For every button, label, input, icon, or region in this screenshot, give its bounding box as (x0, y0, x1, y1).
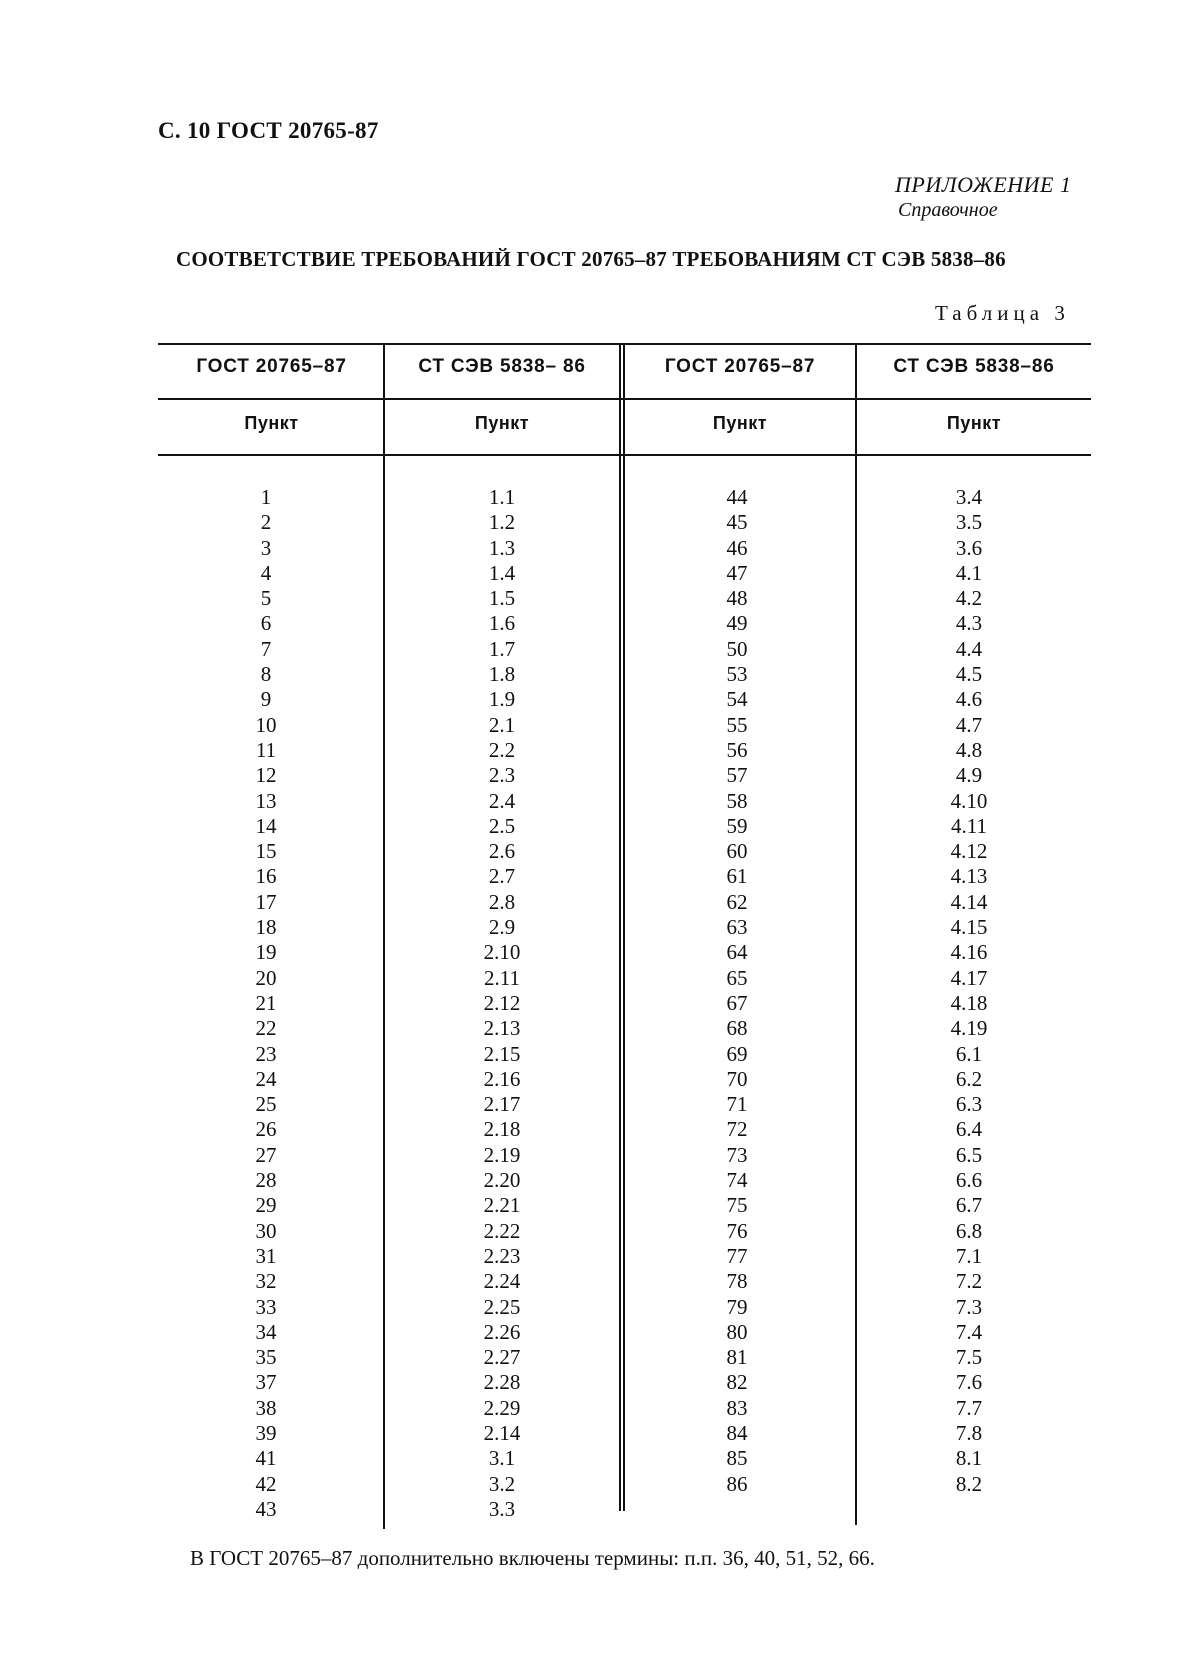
table-cell: 2.9 (488, 915, 516, 940)
table-cell: 80 (726, 1319, 748, 1344)
table-cell: 1.4 (488, 560, 516, 585)
table-cell: 2.21 (483, 1193, 521, 1218)
table-cell: 4.9 (955, 763, 983, 788)
table-cell: 7.3 (955, 1294, 983, 1319)
table-cell: 3 (260, 535, 272, 560)
table-cell: 6.6 (955, 1168, 983, 1193)
table-cell: 76 (726, 1218, 748, 1243)
footnote: В ГОСТ 20765–87 дополнительно включены термины: п.п. 36, 40, 51, 52, 66. (190, 1546, 875, 1570)
table-cell: 2.15 (483, 1041, 521, 1066)
column-divider-2a (619, 343, 621, 1511)
table-cell: 30 (255, 1218, 277, 1243)
table-cell: 4.5 (955, 662, 983, 687)
table-cell: 1 (260, 485, 272, 509)
table-cell: 2.19 (483, 1142, 521, 1167)
table-cell: 4.4 (955, 636, 983, 661)
table-cell: 49 (726, 611, 748, 636)
table-cell: 82 (726, 1370, 748, 1395)
table-cell: 86 (726, 1471, 748, 1496)
table-cell: 7.1 (955, 1243, 983, 1268)
table-cell: 4.3 (955, 611, 983, 636)
table-cell: 4.10 (950, 788, 988, 813)
table-cell: 2.8 (488, 889, 516, 914)
table-cell: 41 (255, 1446, 277, 1471)
table-cell: 56 (726, 737, 748, 762)
table-cell: 7.8 (955, 1420, 983, 1445)
table-cell: 10 (255, 712, 277, 737)
table-cell: 2.11 (484, 965, 520, 990)
table-cell: 6.2 (955, 1066, 983, 1091)
table-cell: 25 (255, 1092, 277, 1117)
table-cell: 7.2 (955, 1269, 983, 1294)
table-cell: 4.14 (950, 889, 988, 914)
table-cell: 4 (260, 560, 272, 585)
table-cell: 69 (726, 1041, 748, 1066)
table-cell: 46 (726, 535, 748, 560)
table-cell: 8 (260, 662, 272, 687)
table-cell: 84 (726, 1420, 748, 1445)
column-divider-1 (383, 343, 385, 1529)
table-cell: 61 (726, 864, 748, 889)
column-gost-2-values (697, 485, 777, 1497)
table-cell: 2.4 (488, 788, 516, 813)
table-cell: 19 (255, 940, 277, 965)
table-cell: 71 (726, 1092, 748, 1117)
table-cell: 39 (255, 1420, 277, 1445)
table-cell: 14 (255, 813, 277, 838)
table-cell: 2.26 (483, 1319, 521, 1344)
table-cell: 27 (255, 1142, 277, 1167)
table-cell: 2.3 (488, 763, 516, 788)
table-cell: 31 (255, 1243, 277, 1268)
column-st-sev-2-values (929, 485, 1009, 1497)
table-cell: 12 (255, 763, 277, 788)
table-cell: 47 (726, 560, 748, 585)
table-cell: 44 (726, 485, 748, 509)
table-cell: 38 (255, 1395, 277, 1420)
table-cell: 78 (726, 1269, 748, 1294)
table-cell: 54 (726, 687, 748, 712)
table-cell: 2.17 (483, 1092, 521, 1117)
table-cell: 60 (726, 839, 748, 864)
table-cell: 50 (726, 636, 748, 661)
table-cell: 85 (726, 1446, 748, 1471)
table-cell: 6 (260, 611, 272, 636)
table-cell: 3.3 (488, 1496, 516, 1521)
table-cell: 75 (726, 1193, 748, 1218)
column-gost-1-values (226, 485, 306, 1522)
table-cell: 5 (260, 586, 272, 611)
table-cell: 4.18 (950, 990, 988, 1015)
table-cell: 64 (726, 940, 748, 965)
table-cell: 65 (726, 965, 748, 990)
table-cell: 21 (255, 990, 277, 1015)
column-subheader-3: Пункт (712, 413, 768, 433)
table-cell: 2.23 (483, 1243, 521, 1268)
table-cell: 43 (255, 1496, 277, 1521)
table-cell: 2.10 (483, 940, 521, 965)
table-cell: 7 (260, 636, 272, 661)
column-divider-3 (855, 343, 857, 1525)
table-cell: 6.1 (955, 1041, 983, 1066)
table-cell: 2.5 (488, 813, 516, 838)
table-cell: 1.8 (488, 662, 516, 687)
table-cell: 18 (255, 915, 277, 940)
table-cell: 1.1 (488, 485, 516, 509)
table-cell: 16 (255, 864, 277, 889)
table-cell: 13 (255, 788, 277, 813)
table-cell: 3.4 (955, 485, 983, 509)
table-cell: 2.29 (483, 1395, 521, 1420)
table-cell: 33 (255, 1294, 277, 1319)
column-subheader-2: Пункт (474, 413, 530, 433)
column-header-gost-2: ГОСТ 20765–87 (664, 356, 816, 377)
table-cell: 2.28 (483, 1370, 521, 1395)
table-cell: 6.7 (955, 1193, 983, 1218)
table-cell: 22 (255, 1016, 277, 1041)
table-cell: 72 (726, 1117, 748, 1142)
table-cell: 2.20 (483, 1168, 521, 1193)
table-label: Таблица 3 (935, 301, 1070, 325)
table-cell: 2.2 (488, 737, 516, 762)
table-cell: 23 (255, 1041, 277, 1066)
column-divider-2b (623, 343, 625, 1511)
column-subheader-4: Пункт (946, 413, 1002, 433)
table-cell: 1.2 (488, 510, 516, 535)
table-cell: 63 (726, 915, 748, 940)
table-cell: 20 (255, 965, 277, 990)
column-header-st-sev-1: СТ СЭВ 5838– 86 (418, 356, 586, 377)
table-cell: 9 (260, 687, 272, 712)
table-cell: 2 (260, 510, 272, 535)
table-cell: 15 (255, 839, 277, 864)
table-cell: 73 (726, 1142, 748, 1167)
table-cell: 2.6 (488, 839, 516, 864)
table-cell: 2.27 (483, 1345, 521, 1370)
table-cell: 4.13 (950, 864, 988, 889)
table-cell: 11 (255, 737, 277, 762)
table-cell: 2.1 (488, 712, 516, 737)
table-cell: 2.7 (488, 864, 516, 889)
table-cell: 2.22 (483, 1218, 521, 1243)
table-cell: 6.4 (955, 1117, 983, 1142)
appendix-label: ПРИЛОЖЕНИЕ 1 (895, 172, 1072, 197)
table-cell: 2.13 (483, 1016, 521, 1041)
table-cell: 57 (726, 763, 748, 788)
column-subheader-1: Пункт (244, 413, 299, 433)
table-cell: 45 (726, 510, 748, 535)
table-cell: 7.4 (955, 1319, 983, 1344)
table-cell: 2.14 (483, 1420, 521, 1445)
document-title: СООТВЕТСТВИЕ ТРЕБОВАНИЙ ГОСТ 20765–87 ТРЕБОВАНИЯМ СТ СЭВ 5838–86 (176, 247, 1006, 271)
table-cell: 1.6 (488, 611, 516, 636)
table-cell: 37 (255, 1370, 277, 1395)
appendix-type: Справочное (898, 199, 998, 221)
table-cell: 7.7 (955, 1395, 983, 1420)
table-cell: 48 (726, 586, 748, 611)
table-cell: 70 (726, 1066, 748, 1091)
table-cell: 74 (726, 1168, 748, 1193)
table-cell: 4.8 (955, 737, 983, 762)
table-cell: 6.8 (955, 1218, 983, 1243)
table-cell: 7.5 (955, 1345, 983, 1370)
table-cell: 1.5 (488, 586, 516, 611)
table-cell: 55 (726, 712, 748, 737)
table-cell: 7.6 (955, 1370, 983, 1395)
table-cell: 29 (255, 1193, 277, 1218)
column-header-gost-1: ГОСТ 20765–87 (196, 356, 347, 377)
table-cell: 6.3 (955, 1092, 983, 1117)
table-cell: 3.2 (488, 1471, 516, 1496)
table-cell: 3.1 (488, 1446, 516, 1471)
table-cell: 4.7 (955, 712, 983, 737)
table-cell: 2.24 (483, 1269, 521, 1294)
table-cell: 4.17 (950, 965, 988, 990)
table-cell: 1.3 (488, 535, 516, 560)
table-cell: 8.2 (955, 1471, 983, 1496)
table-cell: 42 (255, 1471, 277, 1496)
table-cell: 62 (726, 889, 748, 914)
table-cell: 1.7 (488, 636, 516, 661)
table-cell: 68 (726, 1016, 748, 1041)
table-cell: 83 (726, 1395, 748, 1420)
column-header-st-sev-2: СТ СЭВ 5838–86 (893, 356, 1055, 377)
table-cell: 32 (255, 1269, 277, 1294)
table-cell: 2.25 (483, 1294, 521, 1319)
table-cell: 26 (255, 1117, 277, 1142)
column-st-sev-1-values (462, 485, 542, 1522)
table-cell: 58 (726, 788, 748, 813)
table-cell: 53 (726, 662, 748, 687)
table-cell: 4.6 (955, 687, 983, 712)
table-cell: 8.1 (955, 1446, 983, 1471)
table-cell: 2.16 (483, 1066, 521, 1091)
table-cell: 4.16 (950, 940, 988, 965)
table-cell: 4.1 (955, 560, 983, 585)
table-cell: 3.6 (955, 535, 983, 560)
table-cell: 4.2 (955, 586, 983, 611)
page-header: С. 10 ГОСТ 20765-87 (158, 118, 379, 143)
table-cell: 4.11 (951, 813, 987, 838)
table-cell: 2.12 (483, 990, 521, 1015)
table-cell: 17 (255, 889, 277, 914)
table-cell: 4.15 (950, 915, 988, 940)
table-cell: 3.5 (955, 510, 983, 535)
table-cell: 28 (255, 1168, 277, 1193)
table-cell: 77 (726, 1243, 748, 1268)
table-cell: 4.12 (950, 839, 988, 864)
table-cell: 34 (255, 1319, 277, 1344)
table-cell: 79 (726, 1294, 748, 1319)
table-cell: 67 (726, 990, 748, 1015)
table-cell: 1.9 (488, 687, 516, 712)
table-cell: 81 (726, 1345, 748, 1370)
table-cell: 59 (726, 813, 748, 838)
table-cell: 6.5 (955, 1142, 983, 1167)
table-cell: 24 (255, 1066, 277, 1091)
table-cell: 4.19 (950, 1016, 988, 1041)
table-cell: 2.18 (483, 1117, 521, 1142)
table-cell: 35 (255, 1345, 277, 1370)
